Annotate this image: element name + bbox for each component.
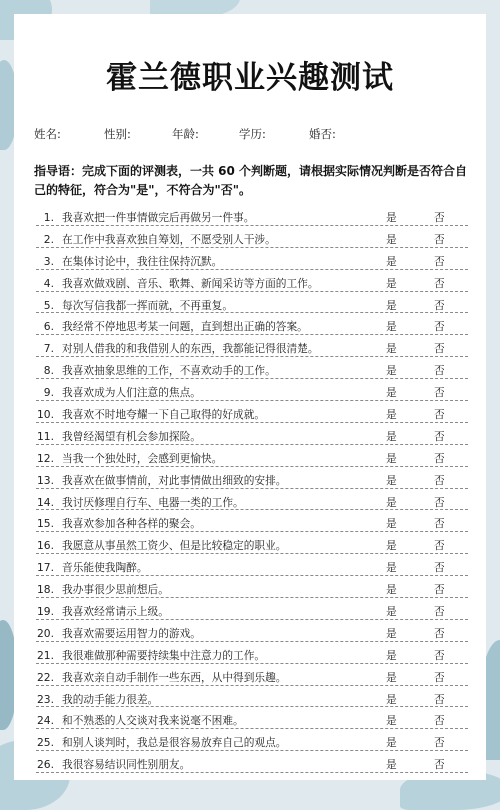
- no-option[interactable]: 否: [434, 626, 445, 640]
- no-option[interactable]: 否: [434, 276, 445, 290]
- question-text: 和不熟悉的人交谈对我来说毫不困难。: [62, 714, 244, 728]
- info-education-label: 学历:: [239, 127, 266, 141]
- question-number: 20.: [37, 626, 54, 640]
- question-row: [36, 226, 468, 248]
- no-option[interactable]: 否: [434, 211, 445, 224]
- yes-option[interactable]: 是: [386, 626, 397, 640]
- question-list: [36, 204, 468, 773]
- yes-option[interactable]: 是: [386, 605, 397, 619]
- question-text: 我曾经渴望有机会参加探险。: [62, 429, 201, 443]
- no-option[interactable]: 否: [434, 495, 445, 509]
- yes-option[interactable]: 是: [386, 320, 397, 334]
- no-option[interactable]: 否: [434, 232, 445, 246]
- question-row: [36, 576, 468, 598]
- question-row: [36, 686, 468, 708]
- question-row: [36, 707, 468, 729]
- question-text: 我喜欢经常请示上级。: [62, 605, 169, 619]
- no-option[interactable]: 否: [434, 561, 445, 575]
- question-row: [36, 204, 468, 226]
- yes-option[interactable]: 是: [386, 539, 397, 553]
- question-number: 25.: [37, 736, 54, 750]
- question-number: 19.: [37, 605, 54, 619]
- question-number: 18.: [37, 583, 54, 597]
- yes-option[interactable]: 是: [386, 386, 397, 400]
- question-number: 3.: [43, 254, 54, 268]
- yes-option[interactable]: 是: [386, 517, 397, 531]
- info-marital-label: 婚否:: [309, 127, 336, 141]
- personal-info-row: [34, 126, 474, 144]
- question-row: [36, 642, 468, 664]
- question-text: 我很容易结识同性别朋友。: [62, 758, 191, 772]
- yes-option[interactable]: 是: [386, 670, 397, 684]
- question-number: 23.: [37, 692, 54, 706]
- no-option[interactable]: 否: [434, 386, 445, 400]
- question-row: [36, 664, 468, 686]
- question-number: 6.: [43, 320, 54, 334]
- question-number: 9.: [43, 386, 54, 400]
- yes-option[interactable]: 是: [386, 583, 397, 597]
- question-row: [36, 379, 468, 401]
- question-text: 我愿意从事虽然工资少、但是比较稳定的职业。: [62, 539, 287, 553]
- no-option[interactable]: 否: [434, 451, 445, 465]
- yes-option[interactable]: 是: [386, 298, 397, 312]
- question-row: [36, 445, 468, 467]
- no-option[interactable]: 否: [434, 408, 445, 422]
- question-text: 在集体讨论中，我往往保持沉默。: [62, 254, 223, 268]
- question-row: [36, 292, 468, 314]
- question-number: 17.: [37, 561, 54, 575]
- yes-option[interactable]: 是: [386, 736, 397, 750]
- question-row: [36, 620, 468, 642]
- question-text: 我喜欢抽象思维的工作，不喜欢动手的工作。: [62, 364, 276, 378]
- question-number: 22.: [37, 670, 54, 684]
- question-text: 每次写信我都一挥而就，不再重复。: [62, 298, 234, 312]
- question-text: 我讨厌修理自行车、电器一类的工作。: [62, 495, 244, 509]
- no-option[interactable]: 否: [434, 473, 445, 487]
- question-row: [36, 489, 468, 511]
- question-number: 21.: [37, 648, 54, 662]
- yes-option[interactable]: 是: [386, 364, 397, 378]
- question-row: [36, 423, 468, 445]
- question-text: 我喜欢把一件事情做完后再做另一件事。: [62, 211, 255, 224]
- yes-option[interactable]: 是: [386, 342, 397, 356]
- yes-option[interactable]: 是: [386, 714, 397, 728]
- question-text: 我喜欢需要运用智力的游戏。: [62, 626, 201, 640]
- no-option[interactable]: 否: [434, 583, 445, 597]
- no-option[interactable]: 否: [434, 517, 445, 531]
- question-number: 8.: [43, 364, 54, 378]
- yes-option[interactable]: 是: [386, 451, 397, 465]
- question-number: 2.: [43, 232, 54, 246]
- info-age-label: 年龄:: [172, 127, 199, 141]
- instruction-text: 指导语：完成下面的评测表，一共 60 个判断题，请根据实际情况判断是否符合自己的特征，符合为"是"，不符合为"否"。: [34, 164, 468, 197]
- question-text: 我经常不停地思考某一问题，直到想出正确的答案。: [62, 320, 308, 334]
- yes-option[interactable]: 是: [386, 408, 397, 422]
- question-row: [36, 554, 468, 576]
- yes-option[interactable]: 是: [386, 561, 397, 575]
- question-text: 我喜欢不时地夸耀一下自己取得的好成就。: [62, 408, 266, 422]
- yes-option[interactable]: 是: [386, 473, 397, 487]
- info-gender-label: 性别:: [104, 127, 131, 141]
- question-number: 15.: [37, 517, 54, 531]
- yes-option[interactable]: 是: [386, 758, 397, 772]
- no-option[interactable]: 否: [434, 714, 445, 728]
- yes-option[interactable]: 是: [386, 495, 397, 509]
- question-number: 13.: [37, 473, 54, 487]
- no-option[interactable]: 否: [434, 254, 445, 268]
- question-number: 14.: [37, 495, 54, 509]
- yes-option[interactable]: 是: [386, 276, 397, 290]
- no-option[interactable]: 否: [434, 692, 445, 706]
- question-text: 我喜欢做戏剧、音乐、歌舞、新闻采访等方面的工作。: [62, 276, 319, 290]
- question-row: [36, 510, 468, 532]
- question-text: 音乐能使我陶醉。: [62, 561, 148, 575]
- question-text: 和别人谈判时，我总是很容易放弃自己的观点。: [62, 736, 287, 750]
- no-option[interactable]: 否: [434, 539, 445, 553]
- question-row: [36, 270, 468, 292]
- question-row: [36, 532, 468, 554]
- question-number: 10.: [37, 408, 54, 422]
- question-text: 我喜欢成为人们注意的焦点。: [62, 386, 201, 400]
- no-option[interactable]: 否: [434, 320, 445, 334]
- no-option[interactable]: 否: [434, 605, 445, 619]
- no-option[interactable]: 否: [434, 670, 445, 684]
- question-text: 当我一个独处时，会感到更愉快。: [62, 451, 223, 465]
- question-row: [36, 598, 468, 620]
- no-option[interactable]: 否: [434, 736, 445, 750]
- question-text: 我很难做那种需要持续集中注意力的工作。: [62, 648, 266, 662]
- question-row: [36, 751, 468, 773]
- question-text: 我喜欢亲自动手制作一些东西，从中得到乐趣。: [62, 670, 287, 684]
- question-number: 24.: [37, 714, 54, 728]
- question-row: [36, 467, 468, 489]
- question-text: 对别人借我的和我借别人的东西，我都能记得很清楚。: [62, 342, 319, 356]
- yes-option[interactable]: 是: [386, 232, 397, 246]
- yes-option[interactable]: 是: [386, 254, 397, 268]
- yes-option[interactable]: 是: [386, 429, 397, 443]
- question-row: [36, 401, 468, 423]
- question-text: 我喜欢在做事情前，对此事情做出细致的安排。: [62, 473, 287, 487]
- question-row: [36, 729, 468, 751]
- question-text: 我办事很少思前想后。: [62, 583, 169, 597]
- no-option[interactable]: 否: [434, 364, 445, 378]
- info-name-label: 姓名:: [34, 127, 61, 141]
- document-page: [14, 14, 486, 780]
- question-number: 12.: [37, 451, 54, 465]
- question-text: 我的动手能力很差。: [62, 692, 159, 706]
- question-number: 4.: [43, 276, 54, 290]
- question-number: 26.: [37, 758, 54, 772]
- no-option[interactable]: 否: [434, 298, 445, 312]
- question-row: [36, 313, 468, 335]
- question-row: [36, 248, 468, 270]
- question-row: [36, 357, 468, 379]
- question-number: 11.: [37, 429, 54, 443]
- no-option[interactable]: 否: [434, 429, 445, 443]
- page-title: 霍兰德职业兴趣测试: [106, 60, 394, 96]
- question-text: 在工作中我喜欢独自筹划，不愿受别人干涉。: [62, 232, 276, 246]
- no-option[interactable]: 否: [434, 342, 445, 356]
- yes-option[interactable]: 是: [386, 692, 397, 706]
- question-number: 16.: [37, 539, 54, 553]
- question-number: 1.: [43, 211, 54, 224]
- question-text: 我喜欢参加各种各样的聚会。: [62, 517, 201, 531]
- yes-option[interactable]: 是: [386, 211, 397, 224]
- question-number: 5.: [43, 298, 54, 312]
- no-option[interactable]: 否: [434, 648, 445, 662]
- no-option[interactable]: 否: [434, 758, 445, 772]
- yes-option[interactable]: 是: [386, 648, 397, 662]
- question-row: [36, 335, 468, 357]
- question-number: 7.: [43, 342, 54, 356]
